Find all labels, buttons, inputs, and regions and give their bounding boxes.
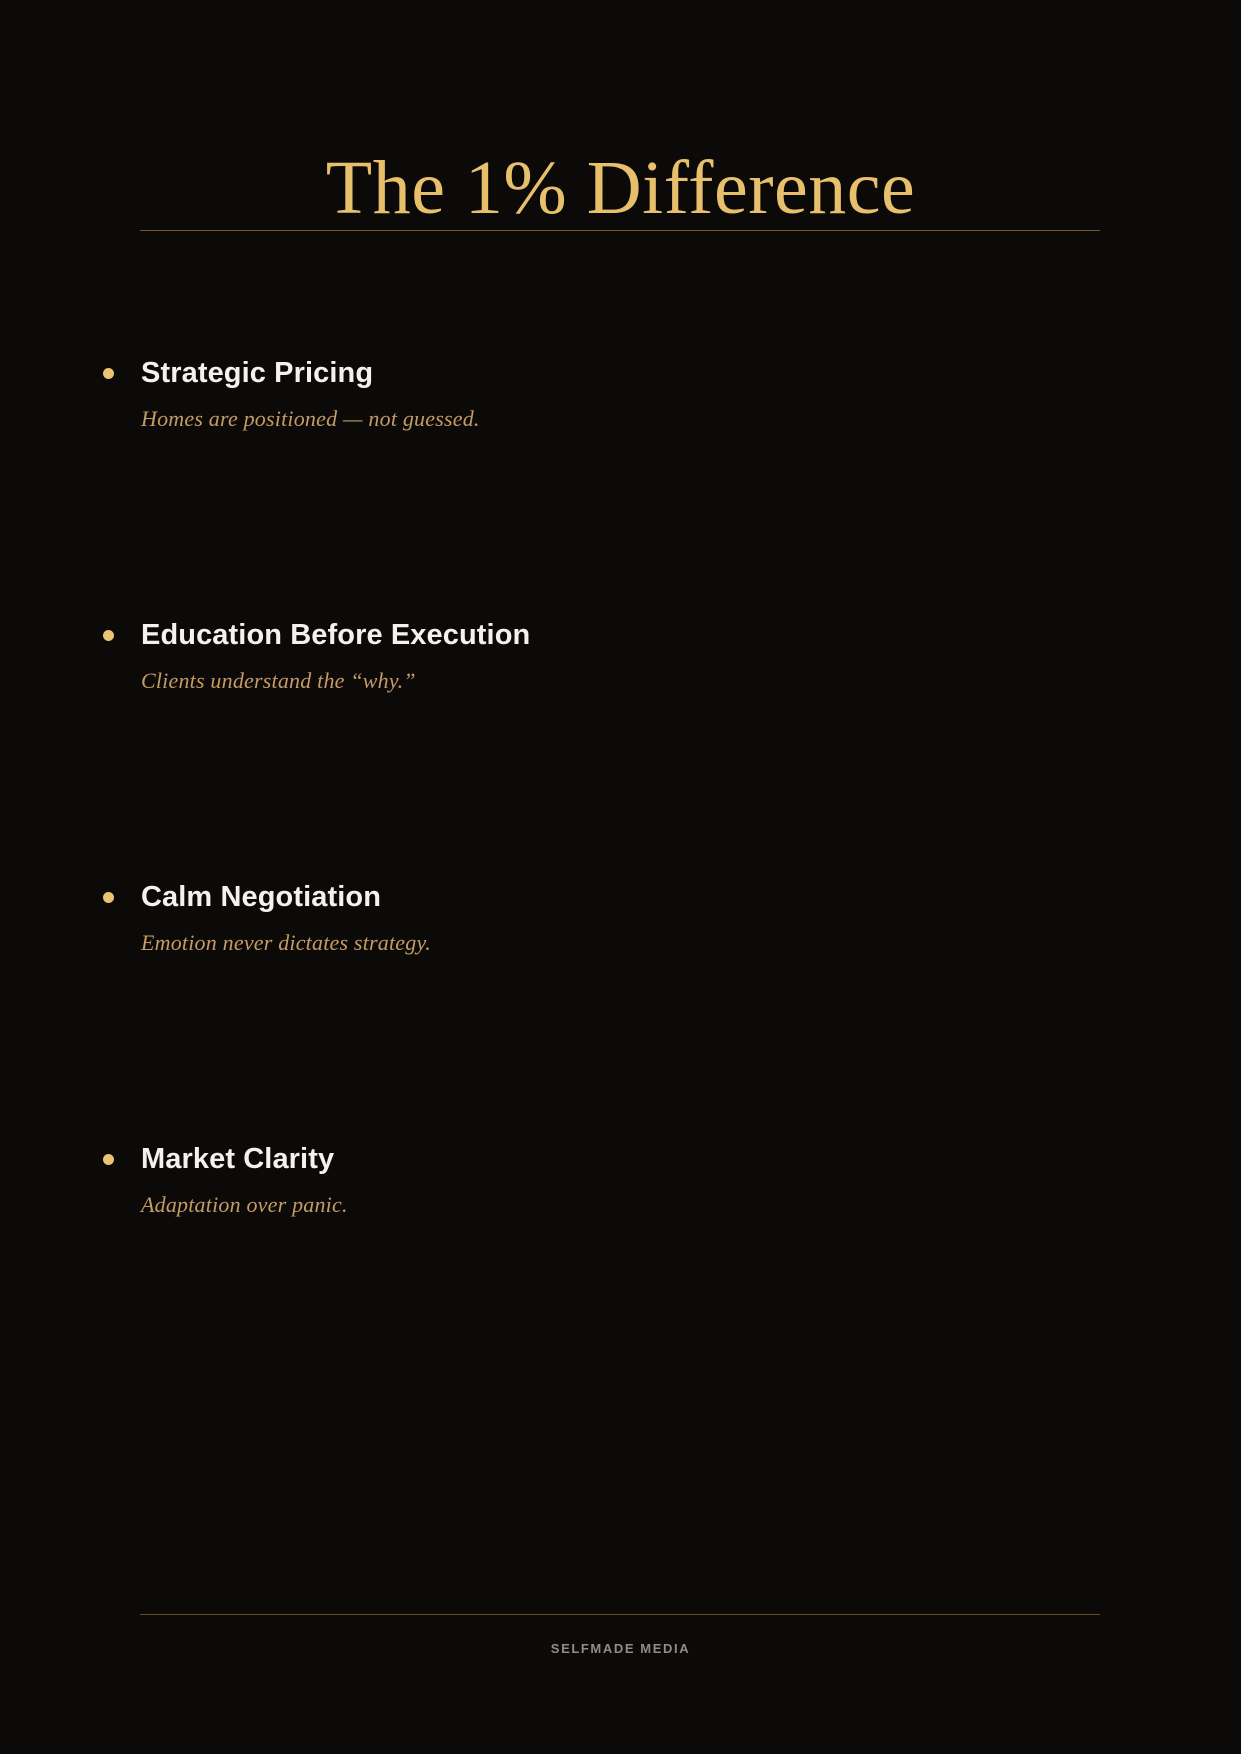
list-item-title: Market Clarity	[141, 1143, 335, 1175]
list-item	[0, 880, 1241, 1142]
footer-brand: SELFMADE MEDIA	[550, 1641, 691, 1656]
list-item	[0, 356, 1241, 618]
bullet-icon	[103, 630, 114, 641]
page-title: The 1% Difference	[325, 145, 916, 230]
list-item-title: Calm Negotiation	[141, 881, 382, 913]
list-item	[0, 1142, 1241, 1404]
list-item-subtitle: Homes are positioned — not guessed.	[141, 406, 480, 431]
list-item-title: Education Before Execution	[141, 619, 531, 651]
list-item-title: Strategic Pricing	[141, 357, 374, 389]
list-item-subtitle: Adaptation over panic.	[141, 1192, 348, 1217]
benefits-list	[0, 356, 1241, 1404]
bullet-icon	[103, 892, 114, 903]
list-item-subtitle: Emotion never dictates strategy.	[141, 930, 431, 955]
bullet-icon	[103, 368, 114, 379]
list-item-subtitle: Clients understand the “why.”	[141, 668, 416, 693]
bullet-icon	[103, 1154, 114, 1165]
footer-divider	[140, 1614, 1100, 1615]
title-divider	[140, 230, 1100, 231]
list-item	[0, 618, 1241, 880]
